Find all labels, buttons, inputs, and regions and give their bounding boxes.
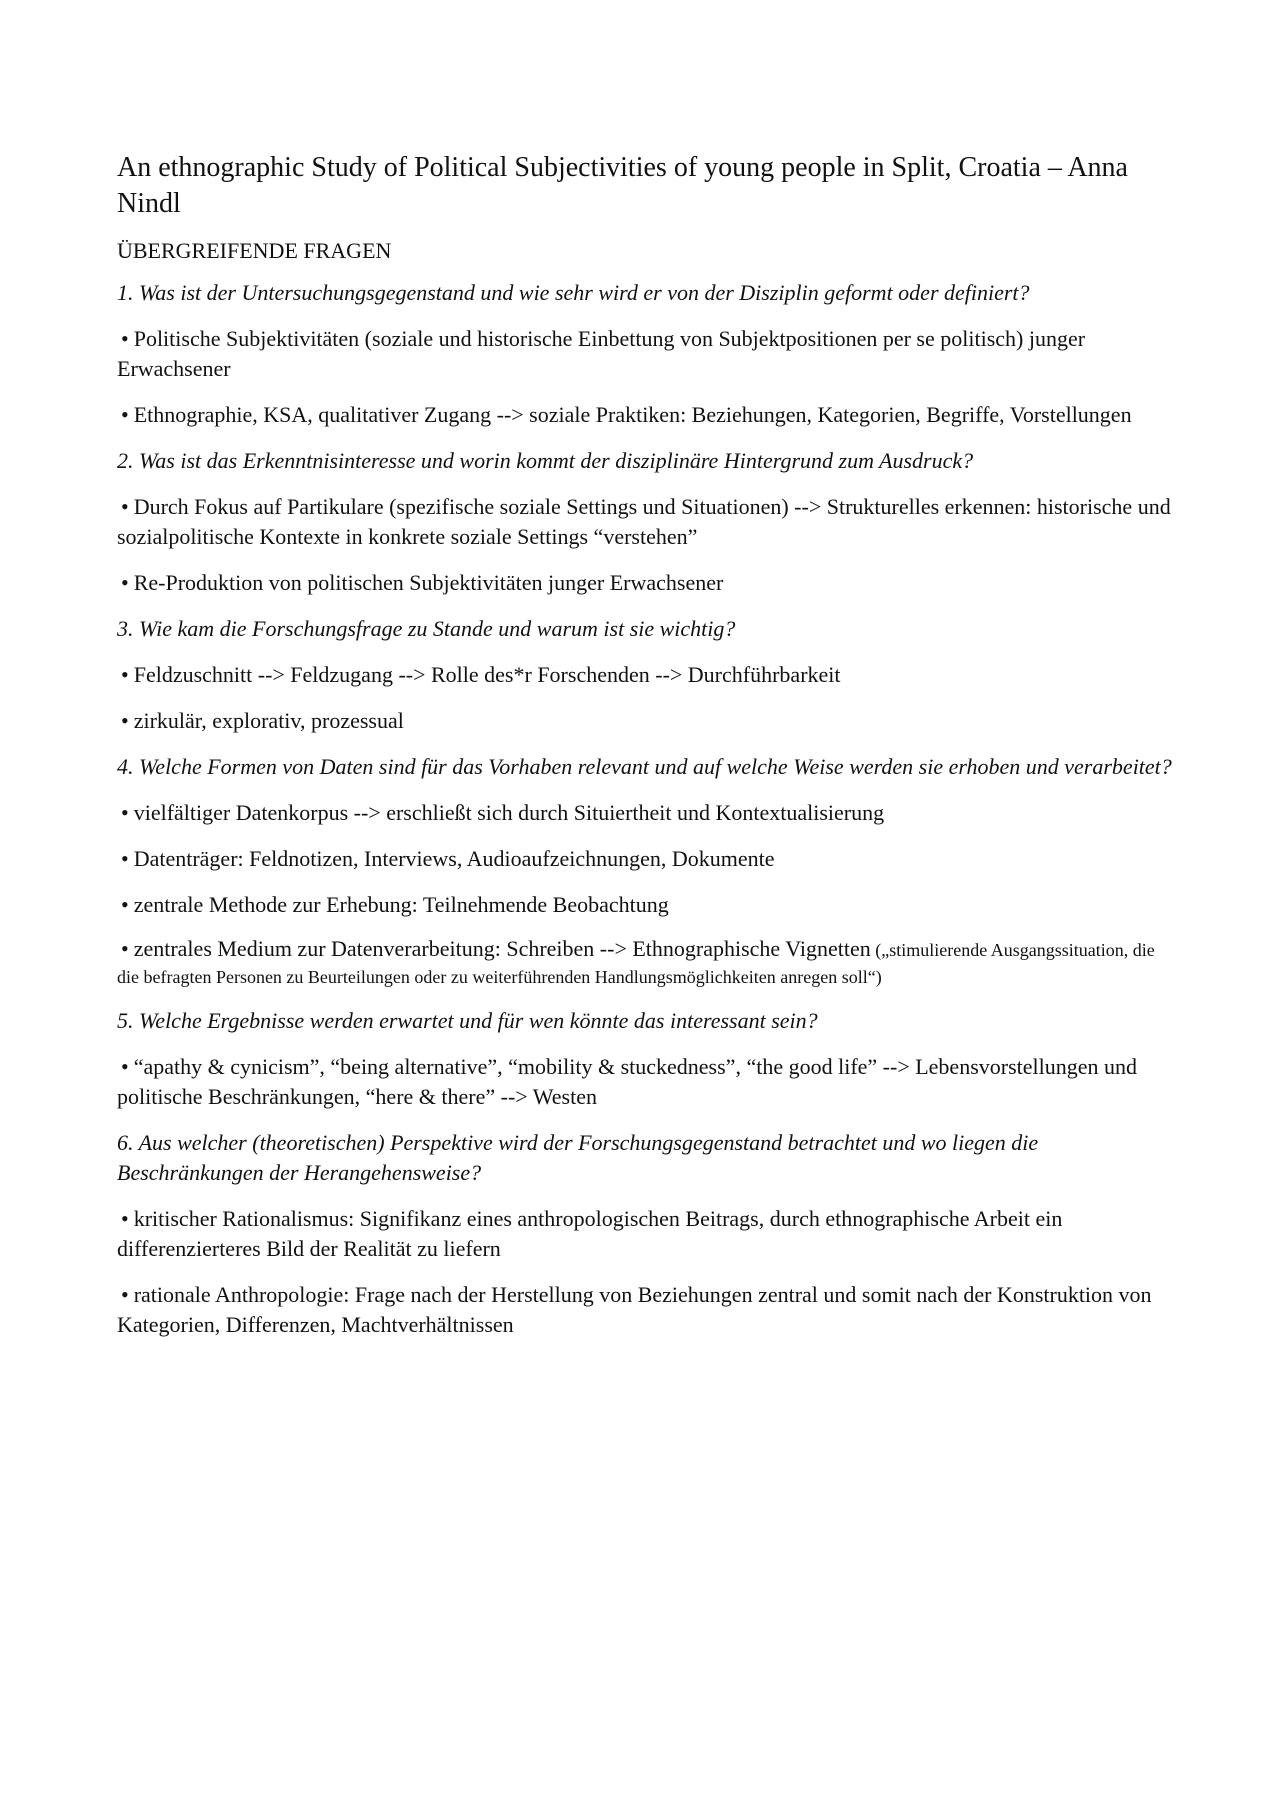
question-4: 4. Welche Formen von Daten sind für das Vorhaben relevant und auf welche Weise werden sie erhoben und verarbeitet? [117, 754, 1172, 779]
bullet-item [117, 1280, 1177, 1340]
bullet-item [117, 706, 1177, 736]
bullet-text: Ethnographie, KSA, qualitativer Zugang --> soziale Praktiken: Beziehungen, Kategorien, Begriffe, Vorstellungen [133, 402, 1132, 427]
bullet-symbol: • [121, 936, 129, 961]
document-page [117, 150, 1177, 1356]
bullet-text: vielfältiger Datenkorpus --> erschließt sich durch Situiertheit und Kontextualisierung [133, 800, 885, 825]
bullet-symbol: • [121, 708, 129, 733]
question-6: 6. Aus welcher (theoretischen) Perspektive wird der Forschungsgegenstand betrachtet und wo liegen die Beschränkungen der Herangehensweise? [117, 1130, 1039, 1185]
bullet-text: kritischer Rationalismus: Signifikanz eines anthropologischen Beitrags, durch ethnographische Arbeit ein differenzierteres Bild der Realität zu liefern [117, 1206, 1063, 1261]
bullet-item [117, 936, 1177, 990]
bullet-item [117, 844, 1177, 874]
bullet-item [117, 660, 1177, 690]
bullet-item [117, 568, 1177, 598]
bullet-symbol: • [121, 570, 129, 595]
bullet-text: Feldzuschnitt --> Feldzugang --> Rolle des*r Forschenden --> Durchführbarkeit [133, 662, 841, 687]
bullet-symbol: • [121, 1206, 129, 1231]
section-heading: ÜBERGREIFENDE FRAGEN [117, 238, 392, 263]
bullet-text: zentrales Medium zur Datenverarbeitung: Schreiben --> Ethnographische Vignetten [133, 936, 871, 961]
bullet-text: Datenträger: Feldnotizen, Interviews, Audioaufzeichnungen, Dokumente [133, 846, 775, 871]
question-3: 3. Wie kam die Forschungsfrage zu Stande und warum ist sie wichtig? [117, 616, 736, 641]
question-2: 2. Was ist das Erkenntnisinteresse und worin kommt der disziplinäre Hintergrund zum Ausdruck? [117, 448, 974, 473]
bullet-item [117, 324, 1177, 384]
bullet-text: zirkulär, explorativ, prozessual [133, 708, 404, 733]
bullet-text: rationale Anthropologie: Frage nach der Herstellung von Beziehungen zentral und somit nach der Konstruktion von Kategorien, Differenzen, Machtverhältnissen [117, 1282, 1152, 1337]
bullet-item [117, 798, 1177, 828]
bullet-text: zentrale Methode zur Erhebung: Teilnehmende Beobachtung [133, 892, 669, 917]
bullet-item [117, 492, 1177, 552]
question-5: 5. Welche Ergebnisse werden erwartet und für wen könnte das interessant sein? [117, 1008, 818, 1033]
bullet-item [117, 1052, 1177, 1112]
bullet-item [117, 890, 1177, 920]
bullet-symbol: • [121, 892, 129, 917]
document-title: An ethnographic Study of Political Subjectivities of young people in Split, Croatia – Anna Nindl [117, 152, 1128, 219]
bullet-text: Durch Fokus auf Partikulare (spezifische soziale Settings und Situationen) --> Strukturelles erkennen: historische und sozialpolitische Kontexte in konkrete soziale Settings “verstehen” [117, 494, 1171, 549]
bullet-symbol: • [121, 1054, 129, 1079]
bullet-symbol: • [121, 494, 129, 519]
bullet-symbol: • [121, 326, 129, 351]
bullet-text: Re-Produktion von politischen Subjektivitäten junger Erwachsener [133, 570, 724, 595]
bullet-quote: („stimulierende Ausgangssituation, die die befragten Personen zu Beurteilungen oder zu weiterführenden Handlungsmöglichkeiten anregen soll“) [117, 940, 1155, 987]
bullet-symbol: • [121, 1282, 129, 1307]
bullet-text: Politische Subjektivitäten (soziale und historische Einbettung von Subjektpositionen per se politisch) junger Erwachsener [117, 326, 1086, 381]
bullet-symbol: • [121, 846, 129, 871]
bullet-symbol: • [121, 402, 129, 427]
bullet-symbol: • [121, 662, 129, 687]
bullet-item [117, 400, 1177, 430]
bullet-item [117, 1204, 1177, 1264]
question-1: 1. Was ist der Untersuchungsgegenstand und wie sehr wird er von der Disziplin geformt oder definiert? [117, 280, 1030, 305]
bullet-text: “apathy & cynicism”, “being alternative”, “mobility & stuckedness”, “the good life” --> Lebensvorstellungen und politische Beschränkungen, “here & there” --> Westen [117, 1054, 1138, 1109]
bullet-symbol: • [121, 800, 129, 825]
